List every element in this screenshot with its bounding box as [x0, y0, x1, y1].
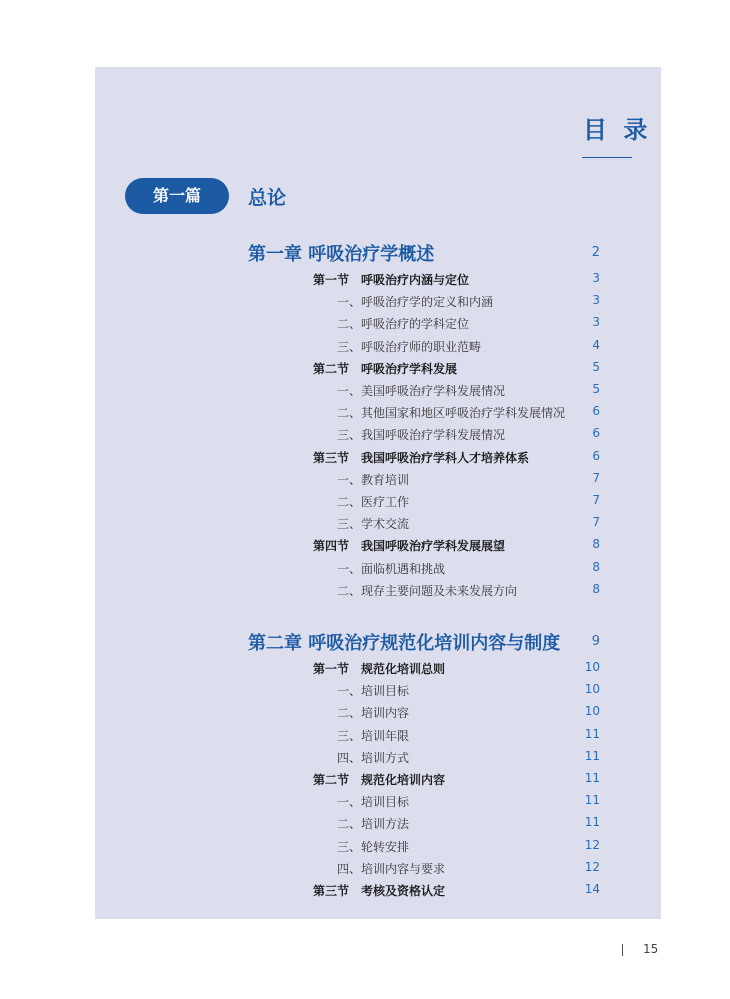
toc-item-page: 11	[584, 748, 600, 763]
toc-section-label: 第四节 我国呼吸治疗学科发展展望	[313, 539, 506, 554]
toc-item-label: 二、医疗工作	[337, 495, 410, 509]
toc-section-label: 第一节 规范化培训总则	[313, 662, 446, 676]
toc-item-label: 三、培训年限	[337, 728, 410, 743]
toc-item-label: 一、美国呼吸治疗学科发展情况	[337, 384, 506, 398]
toc-item-page: 6	[592, 426, 600, 441]
toc-section-page: 14	[584, 882, 600, 896]
toc-item-label: 三、我国呼吸治疗学科发展情况	[337, 428, 506, 443]
toc-section-page: 6	[592, 448, 600, 463]
toc-item-page: 8	[592, 559, 600, 574]
toc-section-page: 8	[592, 537, 600, 552]
toc-section-page: 3	[592, 271, 600, 285]
toc-item-page: 12	[584, 837, 600, 852]
toc-section-page: 10	[584, 660, 600, 674]
toc-chapter-page: 9	[591, 634, 600, 649]
page-number: 15	[643, 942, 659, 956]
toc-item-label: 一、呼吸治疗学的定义和内涵	[337, 295, 494, 310]
toc-item-label: 一、培训目标	[337, 795, 410, 810]
toc-item-page: 10	[584, 682, 600, 697]
toc-item-page: 11	[584, 726, 600, 741]
toc-item-label: 一、面临机遇和挑战	[337, 561, 446, 576]
toc-item-page: 3	[592, 293, 600, 308]
toc-chapter-label: 第一章 呼吸治疗学概述	[248, 244, 435, 265]
part-title: 总论	[248, 187, 287, 209]
footer-divider	[622, 944, 623, 956]
toc-item-label: 二、其他国家和地区呼吸治疗学科发展情况	[337, 406, 566, 421]
toc-item-page: 3	[592, 315, 600, 330]
toc-item-label: 四、培训内容与要求	[337, 861, 446, 876]
toc-section-label: 第二节 呼吸治疗学科发展	[313, 361, 458, 376]
toc-item-page: 4	[592, 337, 600, 352]
toc-item-page: 11	[584, 793, 600, 808]
toc-item-label: 二、呼吸治疗的学科定位	[337, 317, 470, 332]
toc-section-page: 5	[592, 359, 600, 374]
toc-section-label: 第一节 呼吸治疗内涵与定位	[313, 273, 470, 287]
toc-item-label: 一、教育培训	[337, 472, 410, 487]
toc-item-page: 6	[592, 404, 600, 419]
toc-item-page: 8	[592, 581, 600, 596]
toc-item-label: 一、培训目标	[337, 684, 410, 699]
toc-item-page: 7	[592, 493, 600, 507]
toc-chapter-page: 2	[591, 245, 600, 260]
toc-item-page: 10	[584, 704, 600, 719]
toc-item-label: 二、培训内容	[337, 706, 410, 721]
part-badge: 第一篇	[125, 178, 229, 214]
toc-item-page: 7	[592, 515, 600, 530]
toc-title: 目 录	[583, 116, 652, 144]
toc-item-label: 三、呼吸治疗师的职业范畴	[337, 339, 482, 354]
toc-item-page: 11	[584, 815, 600, 830]
toc-item-page: 7	[592, 470, 600, 485]
toc-section-label: 第三节 考核及资格认定	[313, 884, 446, 898]
title-underline	[582, 157, 632, 158]
toc-section-label: 第二节 规范化培训内容	[313, 773, 446, 787]
toc-chapter-label: 第二章 呼吸治疗规范化培训内容与制度	[248, 633, 561, 654]
toc-item-page: 5	[592, 382, 600, 396]
toc-section-page: 11	[584, 771, 600, 785]
toc-item-label: 四、培训方式	[337, 750, 410, 765]
toc-item-label: 二、现存主要问题及未来发展方向	[337, 583, 518, 598]
toc-item-label: 三、学术交流	[337, 517, 410, 532]
toc-item-page: 12	[584, 859, 600, 874]
toc-item-label: 三、轮转安排	[337, 839, 410, 854]
toc-section-label: 第三节 我国呼吸治疗学科人才培养体系	[313, 450, 530, 465]
toc-item-label: 二、培训方法	[337, 817, 410, 832]
